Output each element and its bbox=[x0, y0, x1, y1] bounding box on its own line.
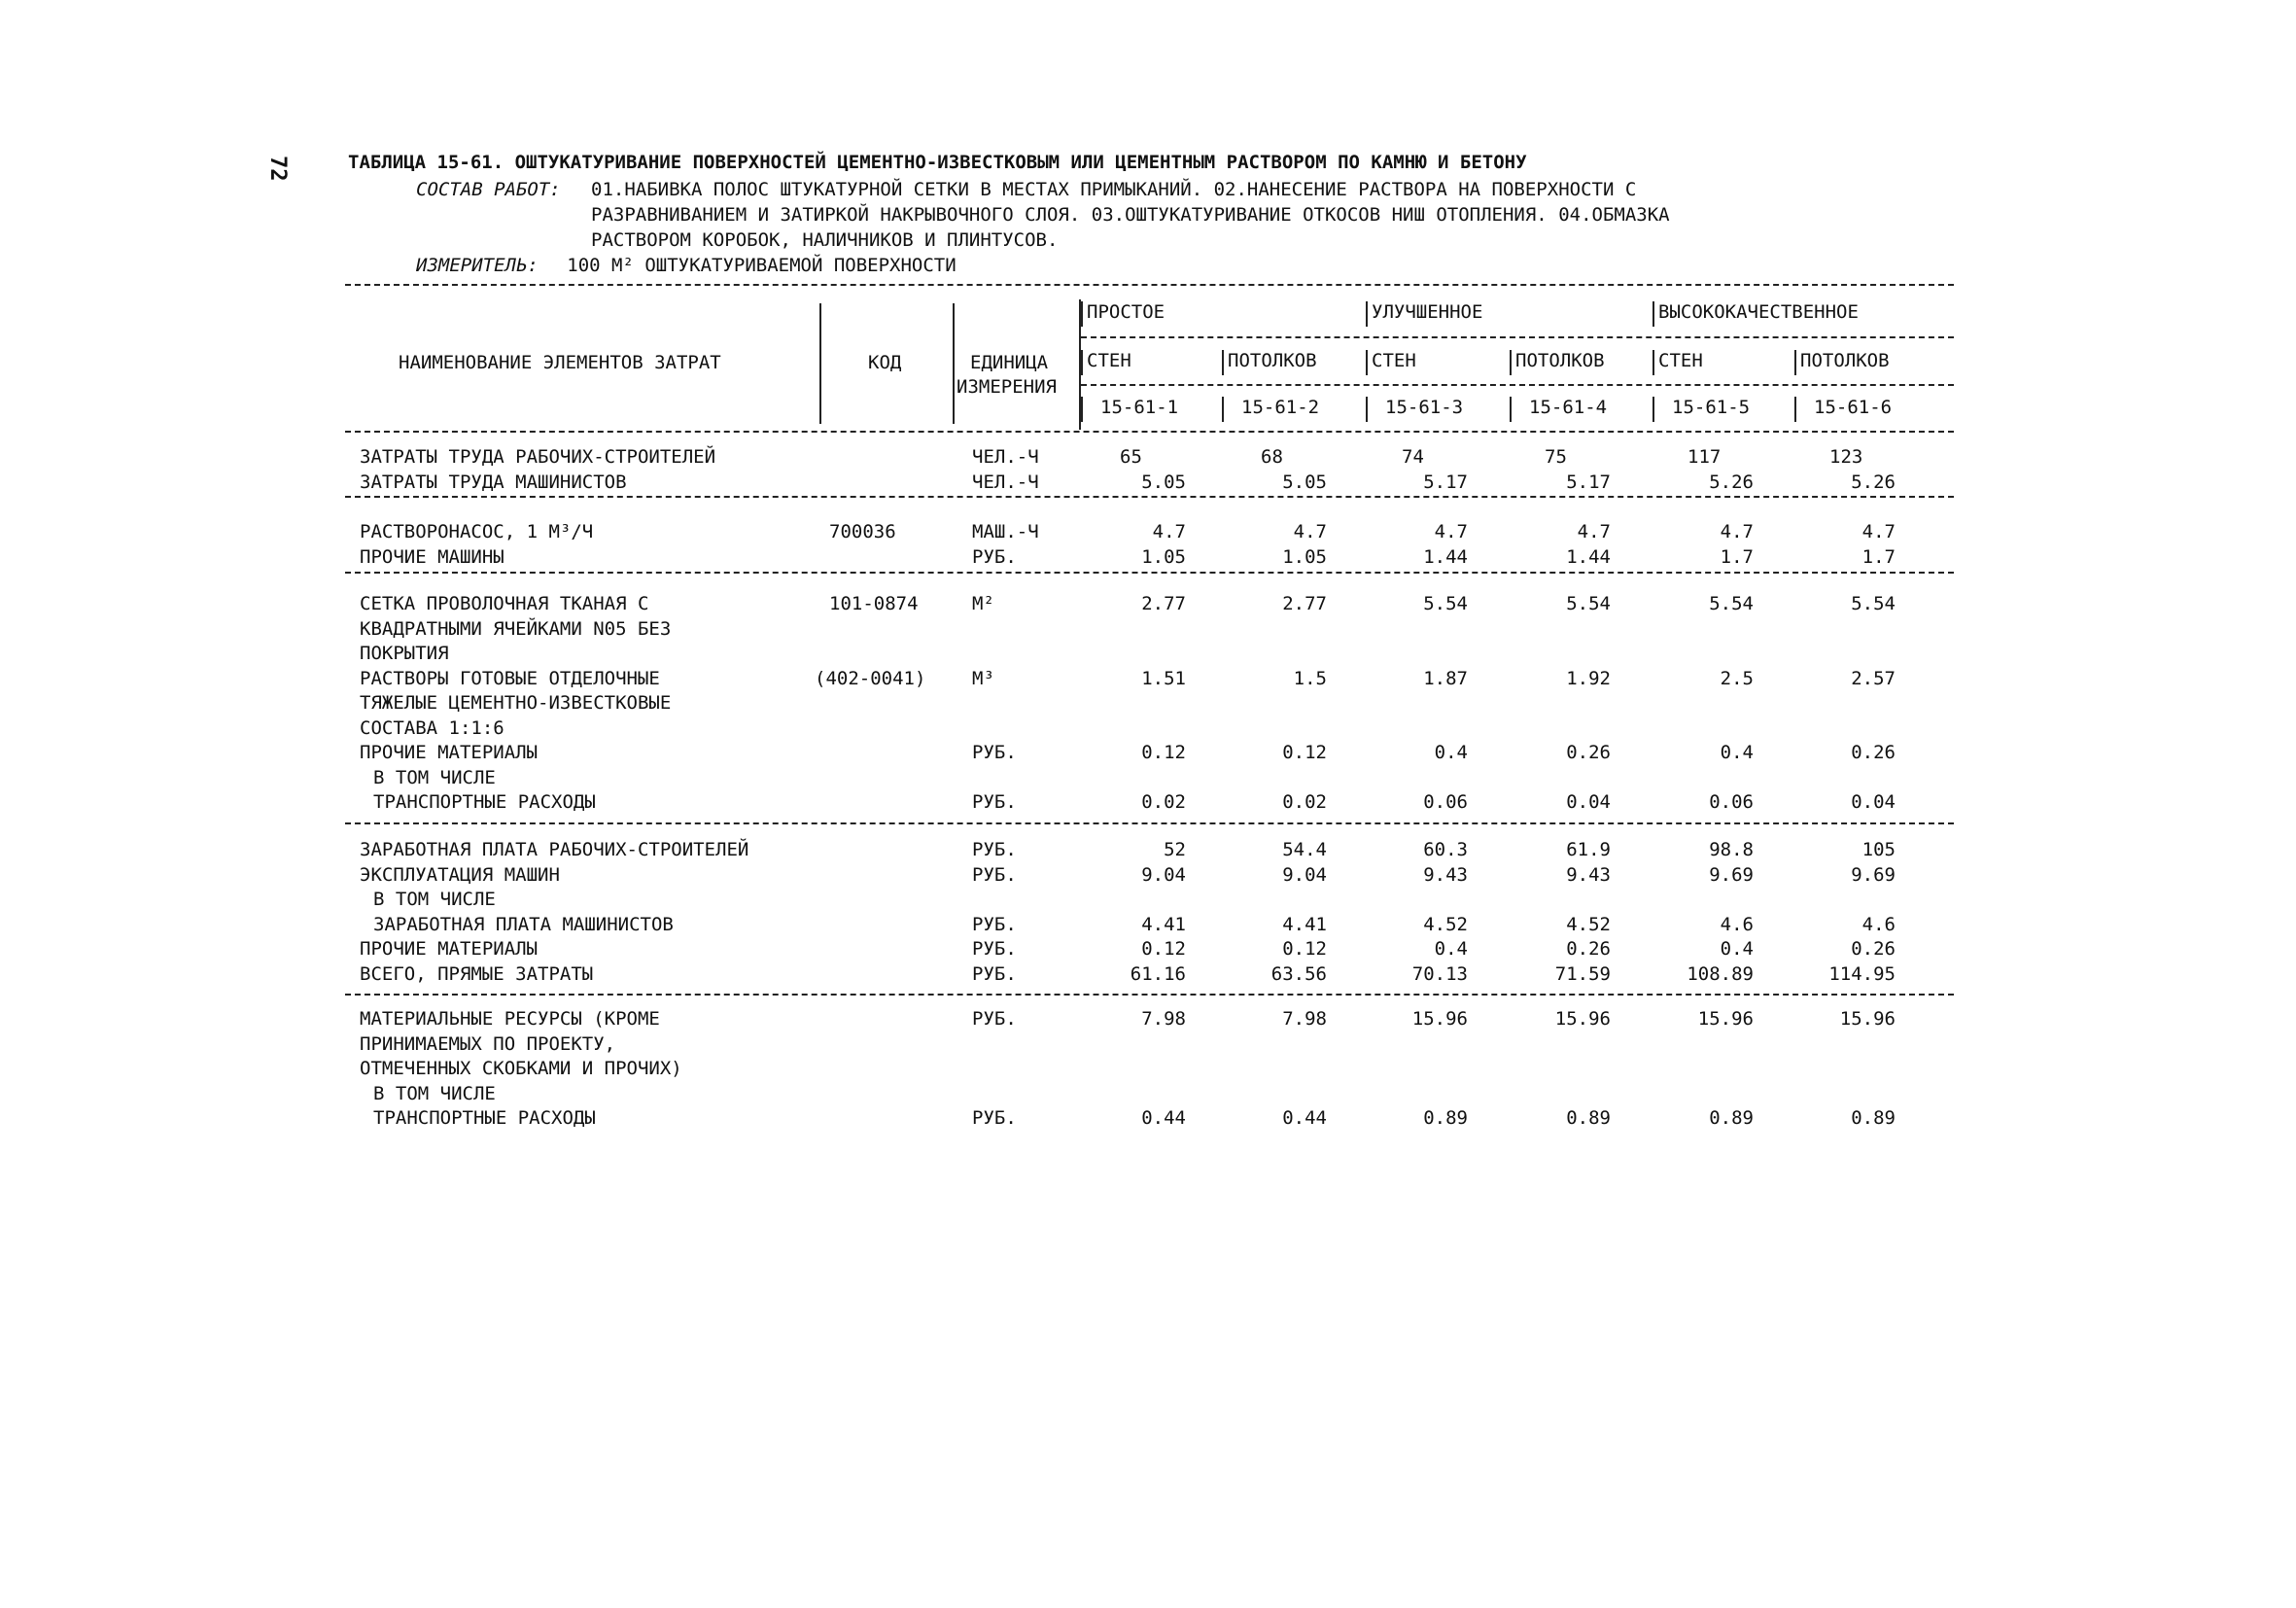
row-name: РАСТВОРЫ ГОТОВЫЕ ОТДЕЛОЧНЫЕ bbox=[360, 667, 660, 689]
row-value: 1.05 bbox=[1141, 545, 1186, 568]
row-name: ЭКСПЛУАТАЦИЯ МАШИН bbox=[360, 863, 560, 886]
header-code-number: 15-61-1 bbox=[1100, 397, 1179, 418]
row-name: В ТОМ ЧИСЛЕ bbox=[373, 889, 496, 910]
header-code-number: 15-61-3 bbox=[1385, 397, 1464, 418]
row-value: 4.52 bbox=[1423, 913, 1468, 935]
group-separator bbox=[1081, 336, 1954, 338]
row-name: МАТЕРИАЛЬНЫЕ РЕСУРСЫ (КРОМЕ bbox=[360, 1008, 660, 1030]
row-value: 1.51 bbox=[1141, 667, 1186, 689]
row-value: 0.12 bbox=[1282, 938, 1327, 960]
row-value: 5.17 bbox=[1423, 471, 1468, 493]
row-value: 71.59 bbox=[1554, 962, 1611, 985]
header-sub: СТЕН bbox=[1658, 350, 1703, 371]
header-group: УЛУЧШЕННОЕ bbox=[1372, 301, 1483, 323]
header-code: КОД bbox=[868, 352, 902, 373]
row-value: 2.77 bbox=[1141, 593, 1186, 614]
subheader-separator bbox=[1081, 384, 1954, 386]
row-name: ПРОЧИЕ МАШИНЫ bbox=[360, 545, 504, 568]
column-separator bbox=[1081, 350, 1083, 375]
row-code: 101-0874 bbox=[829, 593, 919, 614]
row-value: 9.43 bbox=[1423, 863, 1468, 886]
row-unit: РУБ. bbox=[972, 1008, 1017, 1030]
column-separator bbox=[1652, 301, 1654, 327]
row-value: 1.44 bbox=[1566, 545, 1611, 568]
header-sub: ПОТОЛКОВ bbox=[1515, 350, 1605, 371]
row-value: 5.54 bbox=[1709, 593, 1754, 614]
row-value: 15.96 bbox=[1839, 1008, 1896, 1030]
header-sub: ПОТОЛКОВ bbox=[1228, 350, 1317, 371]
section-separator bbox=[345, 994, 1954, 996]
row-value: 4.41 bbox=[1282, 913, 1327, 935]
row-value: 1.5 bbox=[1293, 667, 1327, 689]
page-number: 72 bbox=[265, 156, 290, 182]
row-value: 0.89 bbox=[1423, 1107, 1468, 1129]
row-name: ЗАТРАТЫ ТРУДА МАШИНИСТОВ bbox=[360, 471, 627, 493]
column-separator bbox=[1794, 397, 1796, 422]
row-unit: РУБ. bbox=[972, 938, 1017, 960]
row-value: 4.7 bbox=[1861, 521, 1896, 542]
row-name: ВСЕГО, ПРЯМЫЕ ЗАТРАТЫ bbox=[360, 962, 594, 985]
work-line: 01.НАБИВКА ПОЛОС ШТУКАТУРНОЙ СЕТКИ В МЕСТАХ ПРИМЫКАНИЙ. 02.НАНЕСЕНИЕ РАСТВОРА НА ПОВЕРХНОСТИ С bbox=[591, 179, 1637, 200]
row-name: ЗАРАБОТНАЯ ПЛАТА РАБОЧИХ-СТРОИТЕЛЕЙ bbox=[360, 839, 749, 860]
row-value: 15.96 bbox=[1697, 1008, 1754, 1030]
header-unit: ИЗМЕРЕНИЯ bbox=[957, 376, 1057, 398]
row-value: 0.04 bbox=[1851, 791, 1896, 813]
row-value: 114.95 bbox=[1828, 962, 1896, 985]
row-unit: РУБ. bbox=[972, 791, 1017, 813]
row-value: 1.7 bbox=[1861, 545, 1896, 568]
row-value: 63.56 bbox=[1270, 962, 1327, 985]
row-value: 4.7 bbox=[1152, 521, 1186, 542]
column-separator bbox=[1652, 397, 1654, 422]
row-unit: РУБ. bbox=[972, 545, 1017, 568]
row-unit: М³ bbox=[972, 667, 994, 689]
header-code-number: 15-61-5 bbox=[1672, 397, 1751, 418]
row-value: 0.4 bbox=[1720, 742, 1754, 763]
row-value: 4.52 bbox=[1566, 913, 1611, 935]
row-name: ТРАНСПОРТНЫЕ РАСХОДЫ bbox=[373, 791, 596, 813]
row-value: 54.4 bbox=[1282, 839, 1327, 860]
row-value: 0.12 bbox=[1282, 742, 1327, 763]
header-sub: СТЕН bbox=[1087, 350, 1131, 371]
row-name: КВАДРАТНЫМИ ЯЧЕЙКАМИ N05 БЕЗ bbox=[360, 617, 672, 640]
row-unit: ЧЕЛ.-Ч bbox=[972, 471, 1039, 493]
row-code: 700036 bbox=[829, 521, 896, 542]
meter-value: 100 М² ОШТУКАТУРИВАЕМОЙ ПОВЕРХНОСТИ bbox=[567, 255, 957, 276]
row-value: 0.26 bbox=[1566, 938, 1611, 960]
row-value: 4.7 bbox=[1434, 521, 1468, 542]
row-value: 68 bbox=[1261, 446, 1283, 468]
row-name: ОТМЕЧЕННЫХ СКОБКАМИ И ПРОЧИХ) bbox=[360, 1058, 682, 1079]
row-value: 0.02 bbox=[1282, 791, 1327, 813]
row-value: 0.26 bbox=[1566, 742, 1611, 763]
row-value: 60.3 bbox=[1423, 839, 1468, 860]
header-sub: СТЕН bbox=[1372, 350, 1416, 371]
column-separator bbox=[1366, 350, 1368, 375]
row-value: 5.26 bbox=[1851, 471, 1896, 493]
row-value: 4.41 bbox=[1141, 913, 1186, 935]
row-name: ПРОЧИЕ МАТЕРИАЛЫ bbox=[360, 742, 539, 763]
row-value: 0.02 bbox=[1141, 791, 1186, 813]
row-value: 0.12 bbox=[1141, 938, 1186, 960]
row-value: 5.26 bbox=[1709, 471, 1754, 493]
row-value: 0.89 bbox=[1851, 1107, 1896, 1129]
row-unit: М² bbox=[972, 593, 994, 614]
header-sub: ПОТОЛКОВ bbox=[1800, 350, 1890, 371]
meter-label: ИЗМЕРИТЕЛЬ: bbox=[416, 255, 539, 276]
row-value: 9.69 bbox=[1851, 863, 1896, 886]
row-value: 2.5 bbox=[1720, 667, 1754, 689]
row-value: 61.16 bbox=[1130, 962, 1186, 985]
work-composition bbox=[416, 177, 1670, 251]
row-value: 0.06 bbox=[1709, 791, 1754, 813]
row-value: 9.04 bbox=[1141, 863, 1186, 886]
section-separator bbox=[345, 822, 1954, 824]
row-value: 2.57 bbox=[1851, 667, 1896, 689]
row-value: 2.77 bbox=[1282, 593, 1327, 614]
row-value: 9.04 bbox=[1282, 863, 1327, 886]
row-unit: РУБ. bbox=[972, 962, 1017, 985]
row-value: 4.7 bbox=[1293, 521, 1327, 542]
row-name: ПРИНИМАЕМЫХ ПО ПРОЕКТУ, bbox=[360, 1032, 616, 1055]
work-composition-label: СОСТАВ РАБОТ: bbox=[416, 179, 561, 200]
row-name: СЕТКА ПРОВОЛОЧНАЯ ТКАНАЯ С bbox=[360, 593, 649, 614]
row-value: 5.17 bbox=[1566, 471, 1611, 493]
column-separator bbox=[1222, 350, 1224, 375]
row-name: ПОКРЫТИЯ bbox=[360, 643, 449, 664]
column-separator bbox=[1366, 397, 1368, 422]
row-value: 0.26 bbox=[1851, 742, 1896, 763]
row-name: ПРОЧИЕ МАТЕРИАЛЫ bbox=[360, 938, 539, 960]
row-value: 0.04 bbox=[1566, 791, 1611, 813]
row-value: 1.87 bbox=[1423, 667, 1468, 689]
header-top-border bbox=[345, 284, 1954, 286]
meter bbox=[416, 255, 957, 276]
row-value: 4.6 bbox=[1720, 913, 1754, 935]
row-value: 9.69 bbox=[1709, 863, 1754, 886]
row-value: 52 bbox=[1164, 839, 1186, 860]
row-unit: РУБ. bbox=[972, 839, 1017, 860]
row-name: ЗАРАБОТНАЯ ПЛАТА МАШИНИСТОВ bbox=[373, 913, 674, 935]
column-separator bbox=[953, 303, 955, 424]
row-value: 65 bbox=[1120, 446, 1142, 468]
row-value: 0.4 bbox=[1434, 742, 1468, 763]
row-name: В ТОМ ЧИСЛЕ bbox=[373, 766, 496, 788]
row-unit: РУБ. bbox=[972, 1107, 1017, 1129]
row-value: 0.89 bbox=[1709, 1107, 1754, 1129]
row-value: 4.7 bbox=[1577, 521, 1611, 542]
row-value: 0.12 bbox=[1141, 742, 1186, 763]
row-value: 108.89 bbox=[1687, 962, 1754, 985]
column-separator bbox=[1222, 397, 1224, 422]
row-value: 1.44 bbox=[1423, 545, 1468, 568]
column-separator bbox=[1510, 350, 1512, 375]
header-bottom-border bbox=[345, 431, 1954, 433]
row-value: 15.96 bbox=[1554, 1008, 1611, 1030]
column-separator bbox=[1366, 301, 1368, 327]
row-value: 117 bbox=[1687, 446, 1722, 468]
row-unit: МАШ.-Ч bbox=[972, 521, 1039, 542]
row-value: 5.05 bbox=[1141, 471, 1186, 493]
row-name: ЗАТРАТЫ ТРУДА РАБОЧИХ-СТРОИТЕЛЕЙ bbox=[360, 446, 716, 468]
row-name: РАСТВОРОНАСОС, 1 М³/Ч bbox=[360, 521, 594, 542]
row-value: 105 bbox=[1861, 839, 1896, 860]
row-value: 74 bbox=[1402, 446, 1424, 468]
row-name: ТРАНСПОРТНЫЕ РАСХОДЫ bbox=[373, 1107, 596, 1129]
row-value: 1.05 bbox=[1282, 545, 1327, 568]
header-group: ВЫСОКОКАЧЕСТВЕННОЕ bbox=[1658, 301, 1859, 323]
row-value: 5.05 bbox=[1282, 471, 1327, 493]
row-value: 0.26 bbox=[1851, 938, 1896, 960]
column-separator bbox=[1652, 350, 1654, 375]
table-title: ТАБЛИЦА 15-61. ОШТУКАТУРИВАНИЕ ПОВЕРХНОСТЕЙ ЦЕМЕНТНО-ИЗВЕСТКОВЫМ ИЛИ ЦЕМЕНТНЫМ РАСТВОРОМ ПО КАМНЮ И БЕТОНУ bbox=[348, 152, 1527, 173]
row-value: 1.7 bbox=[1720, 545, 1754, 568]
section-separator bbox=[345, 496, 1954, 498]
row-code: (402-0041) bbox=[815, 667, 926, 689]
column-separator bbox=[1794, 350, 1796, 375]
row-value: 5.54 bbox=[1423, 593, 1468, 614]
header-code-number: 15-61-4 bbox=[1529, 397, 1608, 418]
row-value: 0.44 bbox=[1282, 1107, 1327, 1129]
row-value: 0.4 bbox=[1434, 938, 1468, 960]
row-unit: РУБ. bbox=[972, 913, 1017, 935]
column-separator bbox=[819, 303, 821, 424]
header-code-number: 15-61-2 bbox=[1241, 397, 1320, 418]
row-value: 0.89 bbox=[1566, 1107, 1611, 1129]
work-line: РАСТВОРОМ КОРОБОК, НАЛИЧНИКОВ И ПЛИНТУСОВ. bbox=[591, 229, 1059, 251]
header-unit: ЕДИНИЦА bbox=[970, 352, 1049, 373]
row-value: 7.98 bbox=[1282, 1008, 1327, 1030]
row-unit: РУБ. bbox=[972, 863, 1017, 886]
section-separator bbox=[345, 572, 1954, 574]
row-value: 5.54 bbox=[1851, 593, 1896, 614]
row-value: 123 bbox=[1829, 446, 1863, 468]
row-value: 9.43 bbox=[1566, 863, 1611, 886]
row-value: 4.7 bbox=[1720, 521, 1754, 542]
row-value: 0.44 bbox=[1141, 1107, 1186, 1129]
row-unit: ЧЕЛ.-Ч bbox=[972, 446, 1039, 468]
row-value: 0.06 bbox=[1423, 791, 1468, 813]
work-line: РАЗРАВНИВАНИЕМ И ЗАТИРКОЙ НАКРЫВОЧНОГО СЛОЯ. 03.ОШТУКАТУРИВАНИЕ ОТКОСОВ НИШ ОТОПЛЕНИЯ. 04.ОБМАЗКА bbox=[591, 204, 1670, 226]
row-name: В ТОМ ЧИСЛЕ bbox=[373, 1082, 496, 1104]
column-separator bbox=[1081, 397, 1083, 422]
row-value: 4.6 bbox=[1861, 913, 1896, 935]
row-unit: РУБ. bbox=[972, 742, 1017, 763]
row-value: 70.13 bbox=[1411, 962, 1468, 985]
row-value: 0.4 bbox=[1720, 938, 1754, 960]
row-value: 5.54 bbox=[1566, 593, 1611, 614]
row-value: 15.96 bbox=[1411, 1008, 1468, 1030]
row-value: 61.9 bbox=[1566, 839, 1611, 860]
row-name: СОСТАВА 1:1:6 bbox=[360, 717, 504, 739]
row-name: ТЯЖЕЛЫЕ ЦЕМЕНТНО-ИЗВЕСТКОВЫЕ bbox=[360, 692, 672, 714]
row-value: 98.8 bbox=[1709, 839, 1754, 860]
column-separator bbox=[1510, 397, 1512, 422]
row-value: 1.92 bbox=[1566, 667, 1611, 689]
header-code-number: 15-61-6 bbox=[1814, 397, 1893, 418]
work-composition-text bbox=[591, 177, 1670, 253]
header-group: ПРОСТОЕ bbox=[1087, 301, 1165, 323]
row-value: 75 bbox=[1545, 446, 1567, 468]
header-name: НАИМЕНОВАНИЕ ЭЛЕМЕНТОВ ЗАТРАТ bbox=[399, 352, 721, 373]
row-value: 7.98 bbox=[1141, 1008, 1186, 1030]
column-separator bbox=[1081, 301, 1083, 327]
